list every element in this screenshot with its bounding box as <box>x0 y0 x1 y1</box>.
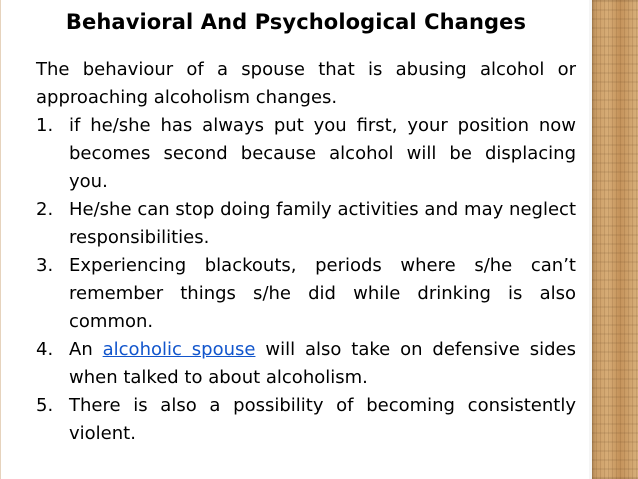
list-number: 2. <box>36 199 54 220</box>
list-text: Experiencing blackouts, periods where s/he can’t remember things s/he did while drinking is also common. <box>69 255 576 332</box>
list-text: He/she can stop doing family activities and may neglect responsibilities. <box>69 199 576 248</box>
list-number: 5. <box>36 395 54 416</box>
slide-content <box>36 56 576 448</box>
list-number: 4. <box>36 339 54 360</box>
list-text: There is also a possibility of becoming consistently violent. <box>69 395 576 444</box>
alcoholic-spouse-link[interactable]: alcoholic spouse <box>102 339 256 360</box>
slide-title: Behavioral And Psychological Changes <box>65 10 527 34</box>
list-item <box>36 252 576 336</box>
list-number: 1. <box>36 115 54 136</box>
list-text-pre: An <box>69 339 103 360</box>
changes-list <box>36 112 576 448</box>
wood-panel-decoration <box>589 0 638 479</box>
list-text-with-link <box>69 336 576 392</box>
intro-text: The behaviour of a spouse that is abusing alcohol or approaching alcoholism changes. <box>36 59 576 108</box>
list-text-post: will also take on defensive sides when talked to about alcoholism. <box>69 339 576 388</box>
list-item <box>36 196 576 252</box>
list-item <box>36 336 576 392</box>
list-number: 3. <box>36 255 54 276</box>
list-item <box>36 112 576 196</box>
list-text: if he/she has always put you first, your position now becomes second because alcohol will be displacing you. <box>69 115 576 192</box>
list-item <box>36 392 576 448</box>
